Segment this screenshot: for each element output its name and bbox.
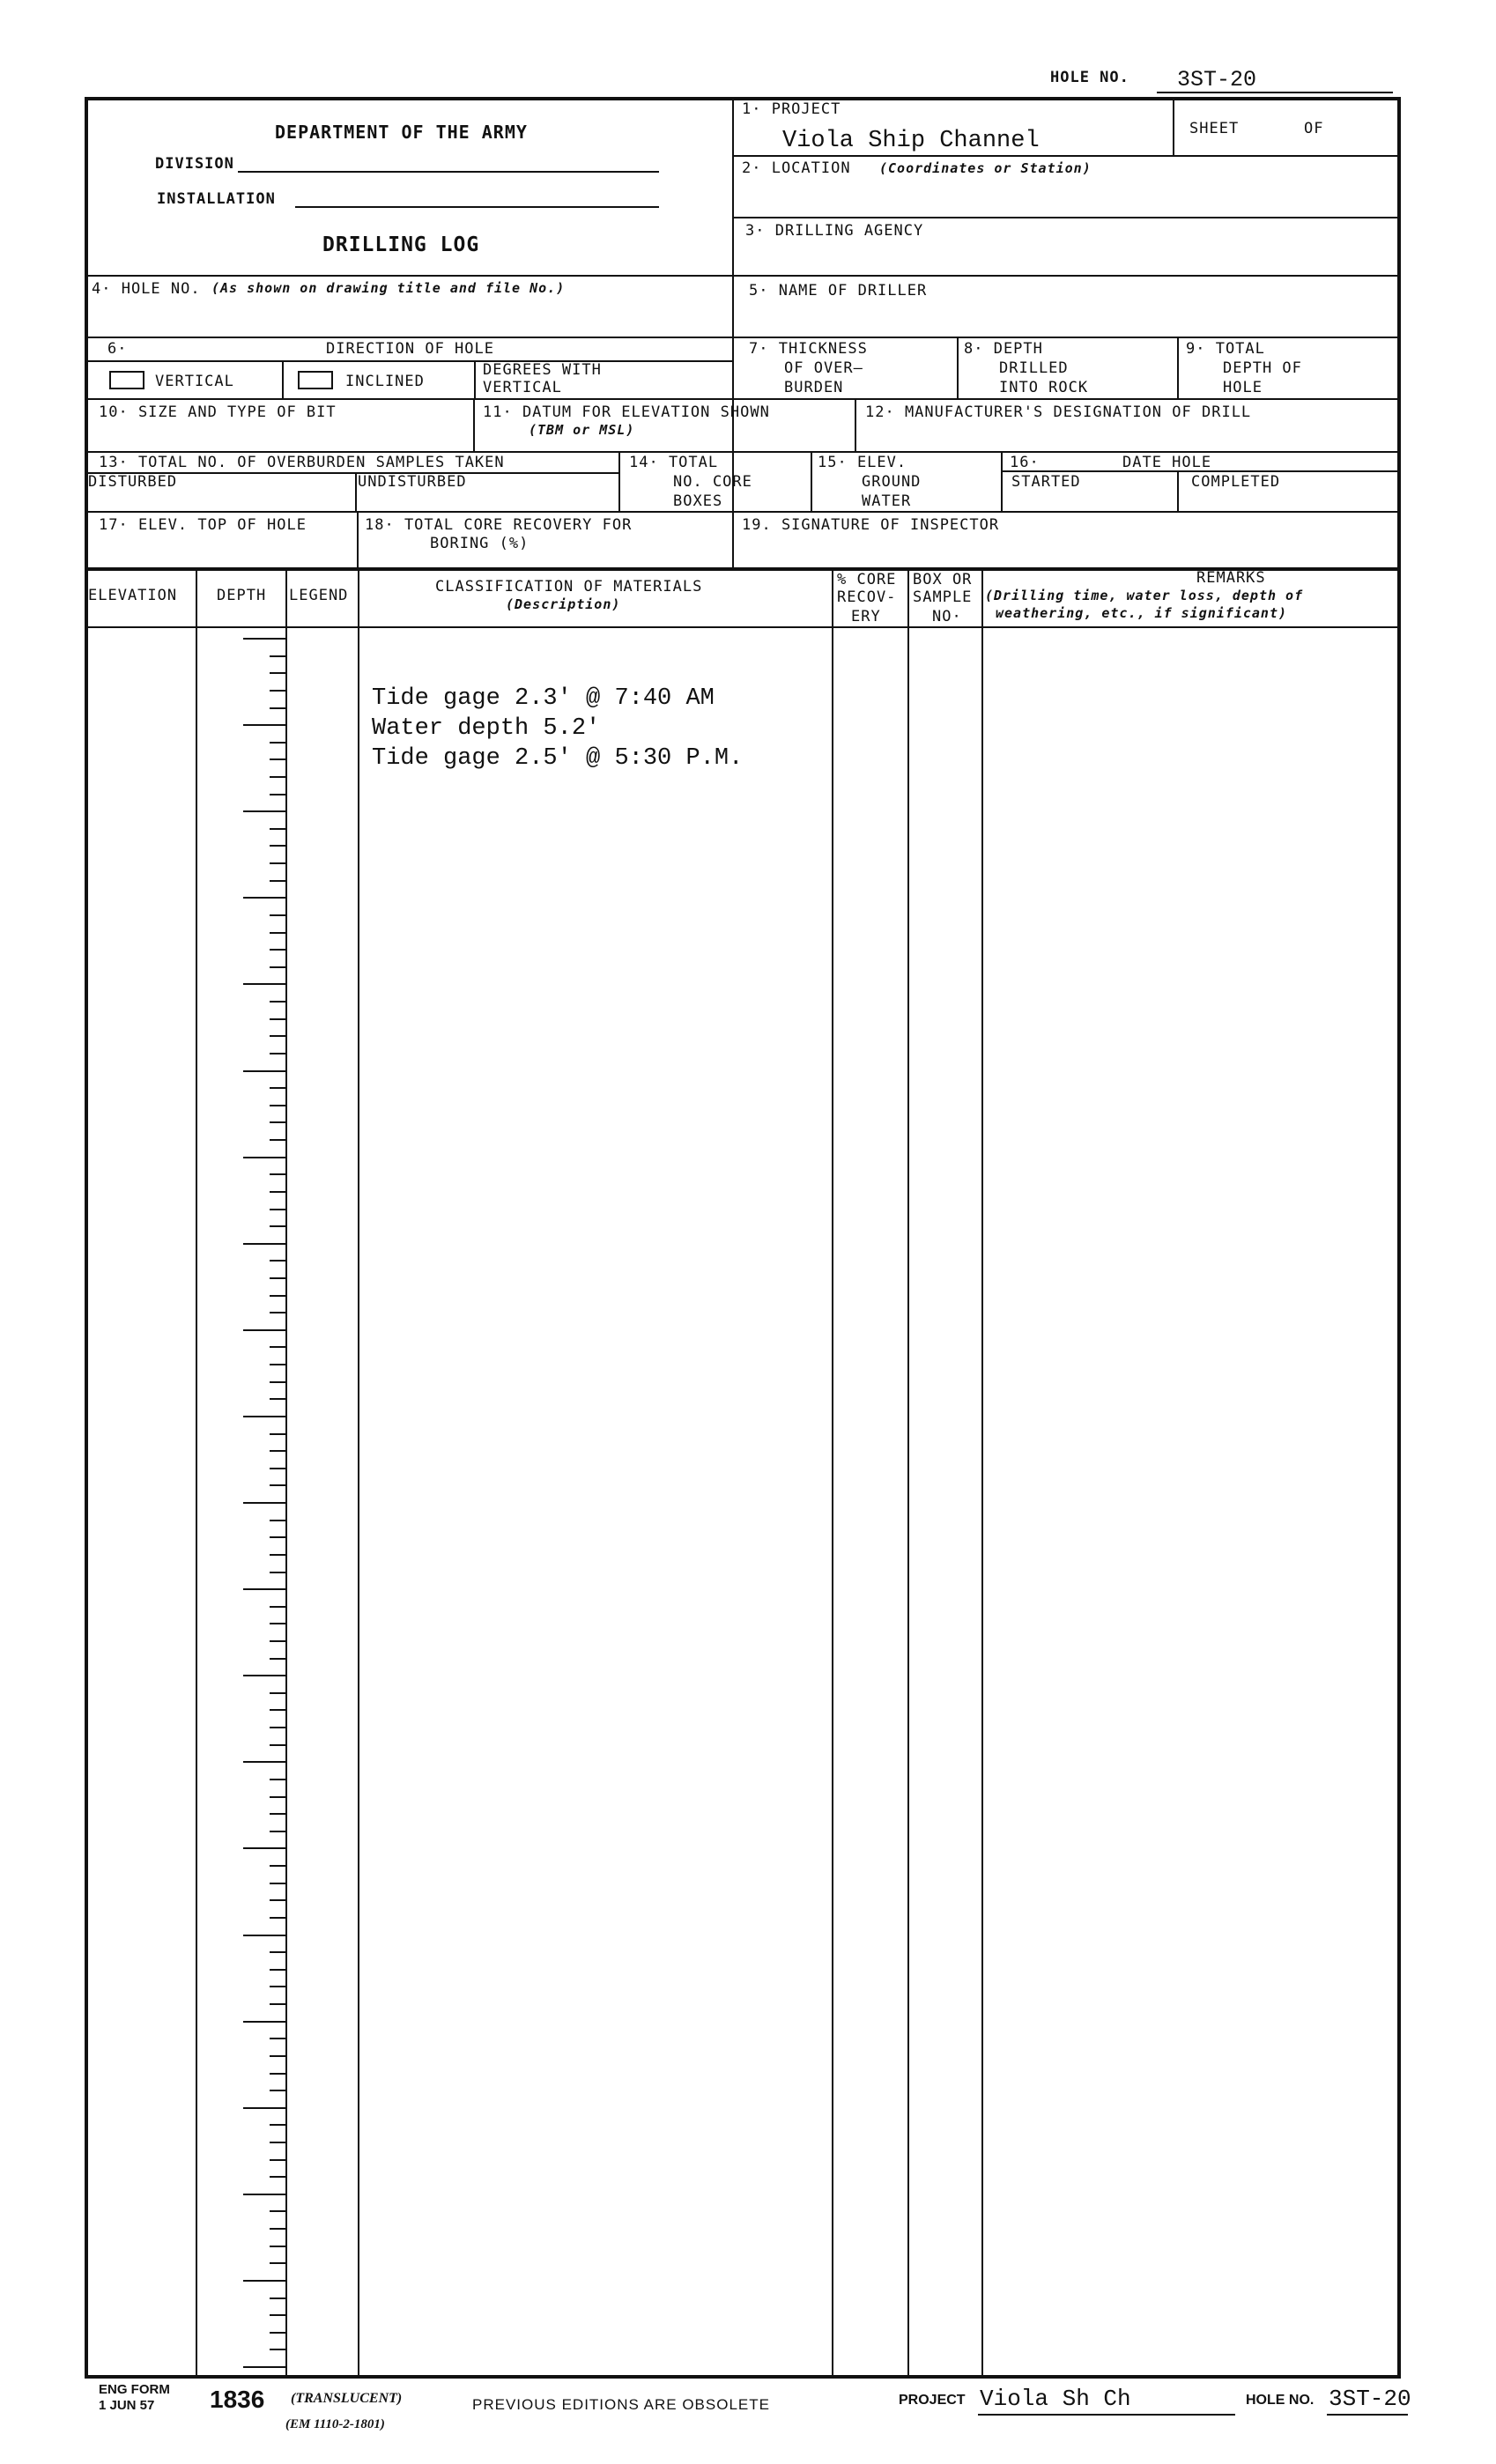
depth-tick [243,2194,285,2195]
depth-tick [270,1520,285,1521]
depth-tick [270,1727,285,1728]
depth-tick [270,2314,285,2316]
ground-water-label-2: GROUND [862,473,922,491]
depth-tick [270,2176,285,2178]
total-depth-label-1: 9· TOTAL [1186,340,1265,358]
vertical-checkbox[interactable] [109,371,144,389]
depth-tick [243,983,285,985]
row-line-7 [85,511,1399,513]
depth-tick [243,1243,285,1245]
depth-rock-label-1: 8· DEPTH [964,340,1043,358]
footer-em-ref: (EM 1110-2-1801) [285,2417,385,2431]
note-line-1: Tide gage 2.3' @ 7:40 AM [372,685,715,712]
depth-tick [270,1105,285,1106]
depth-tick [270,1658,285,1660]
depth-tick [243,2366,285,2368]
division-label: DIVISION [155,155,234,173]
depth-tick [243,1935,285,1936]
row-line-3 [85,275,1399,277]
direction-label: DIRECTION OF HOLE [326,340,494,358]
depth-tick [243,638,285,640]
date-num: 16· [1010,454,1040,471]
depth-tick [270,1173,285,1175]
depth-tick [243,1502,285,1504]
ground-water-label-1: 15· ELEV. [818,454,907,471]
depth-tick [270,776,285,778]
row-line-6 [85,451,1399,453]
depth-tick [270,880,285,882]
divider-18-19 [732,511,734,569]
divider-13-14 [618,451,620,511]
footer-date: 1 JUN 57 [99,2398,155,2413]
depth-tick [270,2003,285,2005]
depth-tick [270,1554,285,1556]
depth-tick [270,707,285,709]
depth-tick [270,1692,285,1694]
col-classification: CLASSIFICATION OF MATERIALS [435,578,703,596]
depth-tick [270,1312,285,1313]
inclined-label: INCLINED [345,373,425,390]
depth-tick [270,1121,285,1123]
ground-water-label-3: WATER [862,492,912,510]
depth-tick [270,690,285,692]
depth-rock-label-3: INTO ROCK [999,379,1089,396]
divider-sheet [1173,97,1174,157]
divider-header-mid [732,97,734,511]
depth-tick [243,2280,285,2282]
frame-left [85,97,88,2377]
depth-tick [270,1225,285,1227]
footer-hole-value: 3ST-20 [1329,2386,1411,2412]
depth-tick [270,1709,285,1711]
project-label: 1· PROJECT [742,100,841,118]
frame-right [1397,97,1401,2377]
depth-tick [270,2124,285,2126]
thickness-label-2: OF OVER— [784,359,863,377]
depth-tick [270,1346,285,1348]
department-title: DEPARTMENT OF THE ARMY [275,122,528,143]
col-line-classification [832,567,833,2375]
depth-tick [270,2262,285,2264]
col-classification-note: (Description) [506,596,621,612]
depth-tick [270,1468,285,1469]
depth-tick [270,2228,285,2230]
depth-tick [270,932,285,934]
footer-hole-underline [1327,2414,1408,2416]
datum-label-2: (TBM or MSL) [529,422,635,438]
driller-label: 5· NAME OF DRILLER [749,282,928,300]
depth-tick [270,1260,285,1262]
depth-tick [270,1623,285,1624]
footer-eng-form: ENG FORM [99,2382,170,2397]
date-subline [1001,470,1399,472]
col-line-recovery [907,567,909,2375]
depth-tick [270,914,285,916]
installation-label: INSTALLATION [157,190,276,208]
depth-tick [243,1675,285,1676]
depth-tick [270,966,285,968]
col-recovery-1: % CORE [837,571,897,588]
depth-tick [243,1329,285,1331]
division-line [238,171,659,173]
inclined-checkbox[interactable] [298,371,333,389]
depth-tick [270,862,285,864]
depth-tick [270,1450,285,1452]
col-legend: LEGEND [289,587,349,604]
depth-tick [270,1606,285,1608]
depth-tick [270,1398,285,1400]
depth-tick [270,1364,285,1365]
divider-15-16 [1001,451,1003,511]
depth-tick [243,810,285,812]
divider-10-11 [473,398,475,451]
depth-tick [270,1484,285,1486]
elev-top-label: 17· ELEV. TOP OF HOLE [99,516,307,534]
total-depth-label-3: HOLE [1223,379,1263,396]
col-line-legend [358,567,359,2375]
depth-tick [270,672,285,674]
footer-hole-label: HOLE NO. [1246,2393,1315,2408]
divider-dir-2 [474,360,476,398]
divider-started [1177,470,1179,511]
col-line-box [981,567,983,2375]
disturbed-label: DISTURBED [88,473,178,491]
depth-tick [270,1572,285,1573]
footer-translucent: (TRANSLUCENT) [291,2391,403,2406]
completed-label: COMPLETED [1191,473,1281,491]
thickness-label-3: BURDEN [784,379,844,396]
thickness-label-1: 7· THICKNESS [749,340,868,358]
depth-tick [270,1001,285,1003]
col-box-2: SAMPLE [913,588,973,606]
depth-tick [270,794,285,795]
footer-project-underline [978,2414,1235,2416]
drilling-log-title: DRILLING LOG [322,233,480,256]
hole-no-underline [1157,92,1393,93]
depth-tick [270,758,285,760]
depth-tick [270,2159,285,2161]
depth-tick [270,1969,285,1971]
row-line-4 [85,337,1399,338]
depth-tick [270,1018,285,1020]
hole-no-field-label: 4· HOLE NO. [92,280,201,298]
depth-tick [270,742,285,744]
depth-tick [270,1744,285,1746]
recovery-label-2: BORING (%) [430,535,530,552]
datum-label-1: 11· DATUM FOR ELEVATION SHOWN [483,403,770,421]
depth-tick [270,1277,285,1279]
frame-bottom [85,2375,1401,2379]
col-recovery-2: RECOV- [837,588,897,606]
row-line-2 [732,217,1398,218]
depth-tick [270,1433,285,1435]
footer-project-value: Viola Sh Ch [980,2386,1131,2412]
depth-tick [270,2090,285,2091]
depth-tick [270,1536,285,1538]
depth-tick [270,1917,285,1919]
depth-tick [270,2298,285,2299]
core-boxes-label-3: BOXES [673,492,723,510]
core-boxes-label-1: 14· TOTAL [629,454,719,471]
hole-no-value: 3ST-20 [1177,67,1257,92]
depth-tick [243,1416,285,1417]
depth-tick [270,1381,285,1383]
divider-11-12 [855,398,856,451]
signature-label: 19. SIGNATURE OF INSPECTOR [742,516,1000,534]
header-bottom-line [85,626,1399,628]
depth-tick [243,1847,285,1849]
depth-tick [270,1796,285,1798]
depth-tick [270,2246,285,2247]
depth-tick [270,949,285,951]
direction-subline [85,360,733,362]
degrees-label-2: VERTICAL [483,379,562,396]
degrees-label-1: DEGREES WITH [483,361,602,379]
manufacturer-label: 12· MANUFACTURER'S DESIGNATION OF DRILL [865,403,1252,421]
depth-tick [270,1191,285,1193]
undisturbed-label: UNDISTURBED [358,473,467,491]
row-line-5 [85,398,1399,400]
agency-label: 3· DRILLING AGENCY [745,222,924,240]
depth-tick [270,1813,285,1815]
depth-tick [270,1209,285,1210]
depth-tick [270,828,285,830]
depth-tick [270,1986,285,1987]
row-line-1 [732,155,1398,157]
footer-project-label: PROJECT [899,2393,966,2408]
direction-num: 6· [107,340,128,358]
depth-tick [243,2021,285,2023]
depth-tick [270,1087,285,1089]
footer-form-number: 1836 [210,2386,265,2413]
depth-tick [270,1035,285,1037]
started-label: STARTED [1011,473,1081,491]
depth-tick [270,1139,285,1141]
depth-tick [270,845,285,847]
divider-17-18 [357,511,359,569]
col-line-elevation [196,567,197,2375]
col-box-1: BOX OR [913,571,973,588]
depth-tick [243,2107,285,2109]
depth-tick [243,1761,285,1763]
depth-tick [243,1588,285,1590]
location-label: 2· LOCATION [742,159,851,177]
depth-tick [270,1883,285,1884]
depth-tick [270,1295,285,1297]
vertical-label: VERTICAL [155,373,234,390]
depth-tick [243,1070,285,1072]
note-line-3: Tide gage 2.5' @ 5:30 P.M. [372,745,744,772]
recovery-label-1: 18· TOTAL CORE RECOVERY FOR [365,516,633,534]
col-box-3: NO· [932,608,962,625]
col-remarks: REMARKS [1196,569,1266,587]
divider-dir-1 [282,360,284,398]
depth-tick [243,897,285,899]
core-boxes-label-2: NO. CORE [673,473,752,491]
depth-tick [243,724,285,726]
footer-previous: PREVIOUS EDITIONS ARE OBSOLETE [472,2396,770,2413]
hole-no-field-note: (As shown on drawing title and file No.) [211,280,566,296]
divider-disturbed [355,472,357,511]
date-label: DATE HOLE [1122,454,1212,471]
depth-tick [270,2038,285,2039]
col-remarks-note-1: (Drilling time, water loss, depth of [985,588,1304,603]
col-recovery-3: ERY [851,608,881,625]
depth-tick [243,1157,285,1158]
divider-7-8 [957,337,959,398]
col-line-depth [285,567,287,2375]
project-value: Viola Ship Channel [782,128,1040,154]
divider-8-9 [1177,337,1179,398]
depth-tick [270,2055,285,2057]
depth-tick [270,1865,285,1867]
depth-tick [270,1640,285,1642]
of-label: OF [1304,120,1324,137]
depth-tick [270,2210,285,2212]
bit-label: 10· SIZE AND TYPE OF BIT [99,403,337,421]
depth-tick [270,1053,285,1054]
depth-tick [270,1951,285,1953]
depth-tick [270,2349,285,2350]
depth-rock-label-2: DRILLED [999,359,1069,377]
depth-tick [270,655,285,657]
depth-tick [270,1899,285,1901]
col-elevation: ELEVATION [88,587,178,604]
total-depth-label-2: DEPTH OF [1223,359,1302,377]
depth-tick [270,1779,285,1780]
depth-tick [270,1831,285,1832]
location-note: (Coordinates or Station) [879,160,1092,176]
samples-label: 13· TOTAL NO. OF OVERBURDEN SAMPLES TAKEN [99,454,505,471]
col-remarks-note-2: weathering, etc., if significant) [996,605,1288,621]
depth-tick [270,2073,285,2075]
hole-no-label: HOLE NO. [1050,69,1129,86]
installation-line [295,206,659,208]
note-line-2: Water depth 5.2' [372,715,601,742]
depth-tick [270,2142,285,2143]
sheet-label: SHEET [1189,120,1240,137]
col-depth: DEPTH [217,587,267,604]
divider-14-15 [811,451,812,511]
depth-tick [270,2332,285,2334]
